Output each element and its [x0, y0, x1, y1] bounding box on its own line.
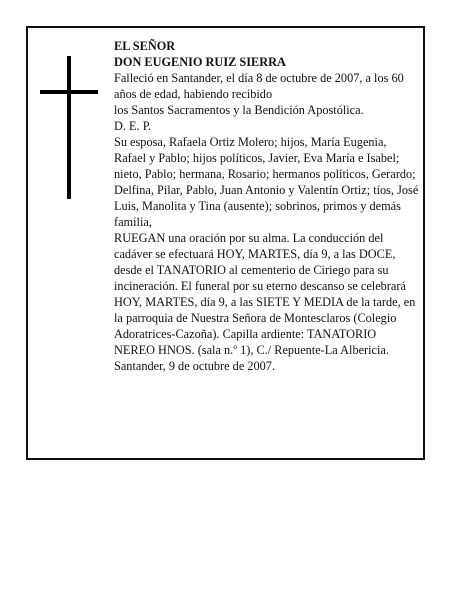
cross-vertical-bar — [67, 56, 71, 199]
obituary-notice — [26, 26, 425, 460]
rip-line: D. E. P. — [114, 119, 152, 133]
notice-text — [114, 38, 420, 374]
cross-horizontal-bar — [40, 90, 98, 94]
ceremony-details: RUEGAN una oración por su alma. La conducción del cadáver se efectuará HOY, MARTES, día 9, a las DOCE, desde el TANATORIO al cementerio de Ciriego para su incineración. El funeral por su eterno descanso se celebrará HOY, MARTES, día 9, a las SIETE Y MEDIA de la tarde, en la parroquia de Nuestra Señora de Montesclaros (Colegio Adoratrices-Cazoña). Capilla ardiente: TANATORIO NEREO HNOS. (sala n.º 1), C./ Repuente-La Albericia. — [114, 231, 416, 357]
deceased-name: DON EUGENIO RUIZ SIERRA — [114, 55, 286, 69]
notice-title: EL SEÑOR — [114, 39, 176, 53]
place-date: Santander, 9 de octubre de 2007. — [114, 359, 276, 373]
family-list: Su esposa, Rafaela Ortiz Molero; hijos, María Eugenia, Rafael y Pablo; hijos políticos, Javier, Eva María e Isabel; nieto, Pablo; hermana, Rosario; hermanos políticos, Gerardo; Delfina, Pilar, Pablo, Juan Antonio y Valentín Ortiz; tíos, José Luis, Manolita y Tina (ausente); sobrinos, primos y demás familia, — [114, 135, 419, 229]
sacraments-line: los Santos Sacramentos y la Bendición Apostólica. — [114, 103, 364, 117]
death-announcement: Falleció en Santander, el día 8 de octubre de 2007, a los 60 años de edad, habiendo recibido — [114, 71, 404, 101]
